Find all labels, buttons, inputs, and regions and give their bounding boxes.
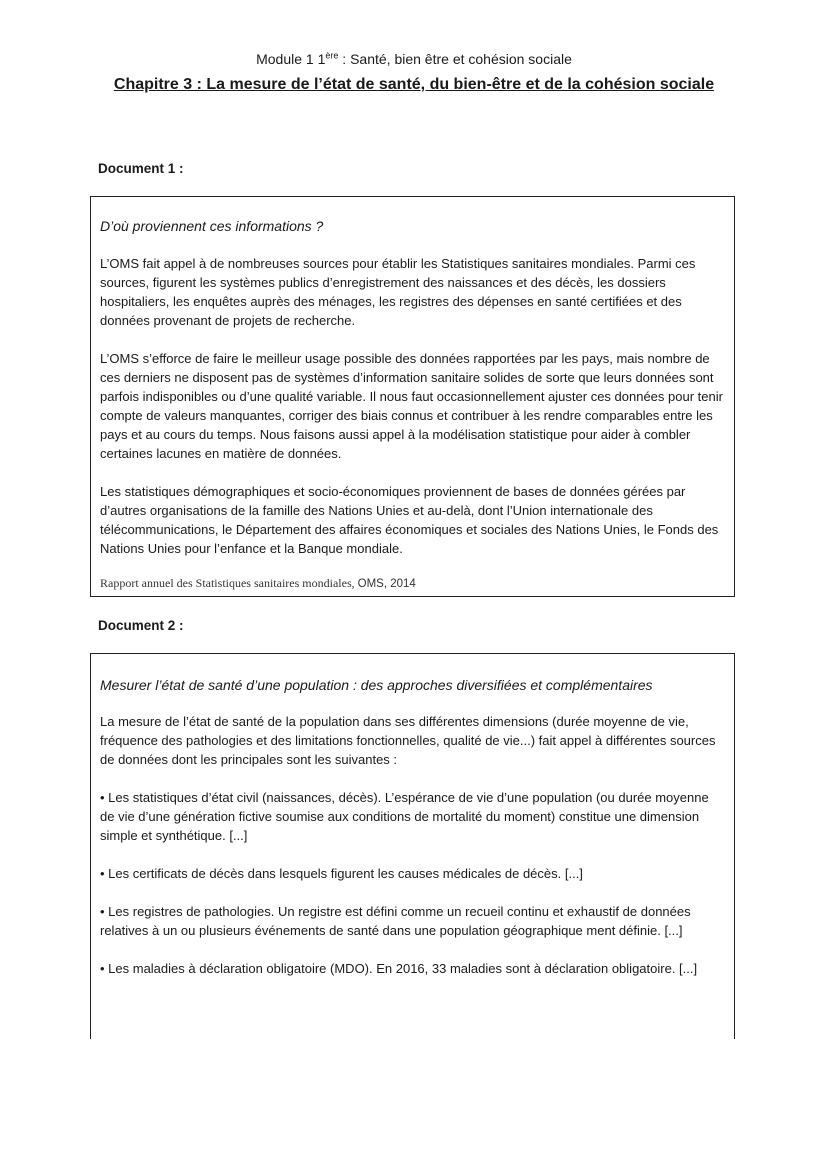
document1-source [100,574,725,594]
document2-paragraph: La mesure de l’état de santé de la population dans ses différentes dimensions (durée moyenne de vie, fréquence des pathologies et des limitations fonctionnelles, qualité de vie...) fait appel à différentes sources de données dont les principales sont les suivantes : [100,714,716,767]
document1-box [90,196,735,597]
document1-paragraph: L’OMS s’efforce de faire le meilleur usage possible des données rapportées par les pays, mais nombre de ces derniers ne disposent pas de systèmes d’information sanitaire solides de sorte que leurs données sont parfois indisponibles ou d’une qualité variable. Il nous faut occasionnellement ajuster ces données pour tenir compte de valeurs manquantes, corriger des biais connus et contribuer à les rendre comparables entre les pays et au cours du temps. Nous faisons aussi appel à la modélisation statistique pour aider à combler certaines lacunes en matière de données. [100,351,723,461]
module-line [0,50,828,68]
document1-label-colon: : [175,161,184,176]
document2-label-text: Document 2 [98,618,176,633]
document1-source-org: OMS, 2014 [357,578,416,590]
document2-label [98,618,184,634]
document2-title: Mesurer l’état de santé d’une population : des approches diversifiées et complémentaires [100,677,653,693]
document1-title: D’où proviennent ces informations ? [100,218,324,234]
document1-label-text: Document 1 [98,161,176,176]
document2-bullet: • Les registres de pathologies. Un registre est défini comme un recueil continu et exhaustif de données relatives à un ou plusieurs événements de santé dans une population géographique ment définie. [...] [100,904,691,938]
document2-label-colon: : [175,618,184,633]
document2-bullet: • Les certificats de décès dans lesquels figurent les causes médicales de décès. [...] [100,866,583,881]
document2-bullet: • Les statistiques d’état civil (naissances, décès). L’espérance de vie d’une population (ou durée moyenne de vie d’une génération fictive soumise aux conditions de mortalité du moment) constitue une dimension simple et synthétique. [...] [100,790,709,843]
chapter-title: Chapitre 3 : La mesure de l’état de santé, du bien-être et de la cohésion sociale [113,76,715,93]
module-prefix: Module 1 1 [256,51,326,67]
document1-source-text: Rapport annuel des Statistiques sanitaires mondiales, [100,576,358,590]
document2-box [90,653,735,1039]
document1-label [98,161,184,177]
module-superscript: ère [325,50,339,61]
document1-paragraph: Les statistiques démographiques et socio-économiques proviennent de bases de données gérées par d’autres organisations de la famille des Nations Unies et au-delà, dont l’Union internationale des télécommunications, le Département des affaires économiques et sociales des Nations Unies, le Fonds des Nations Unies pour l’enfance et la Banque mondiale. [100,484,719,556]
document2-bullet: • Les maladies à déclaration obligatoire (MDO). En 2016, 33 maladies sont à déclaration obligatoire. [...] [100,961,698,976]
module-suffix: : Santé, bien être et cohésion sociale [338,51,572,67]
document1-paragraph: L’OMS fait appel à de nombreuses sources pour établir les Statistiques sanitaires mondiales. Parmi ces sources, figurent les systèmes publics d’enregistrement des naissances et des décès, les dossiers hospitaliers, les enquêtes auprès des ménages, les registres des dépenses en santé certifiées et des données provenant de projets de recherche. [100,256,696,328]
